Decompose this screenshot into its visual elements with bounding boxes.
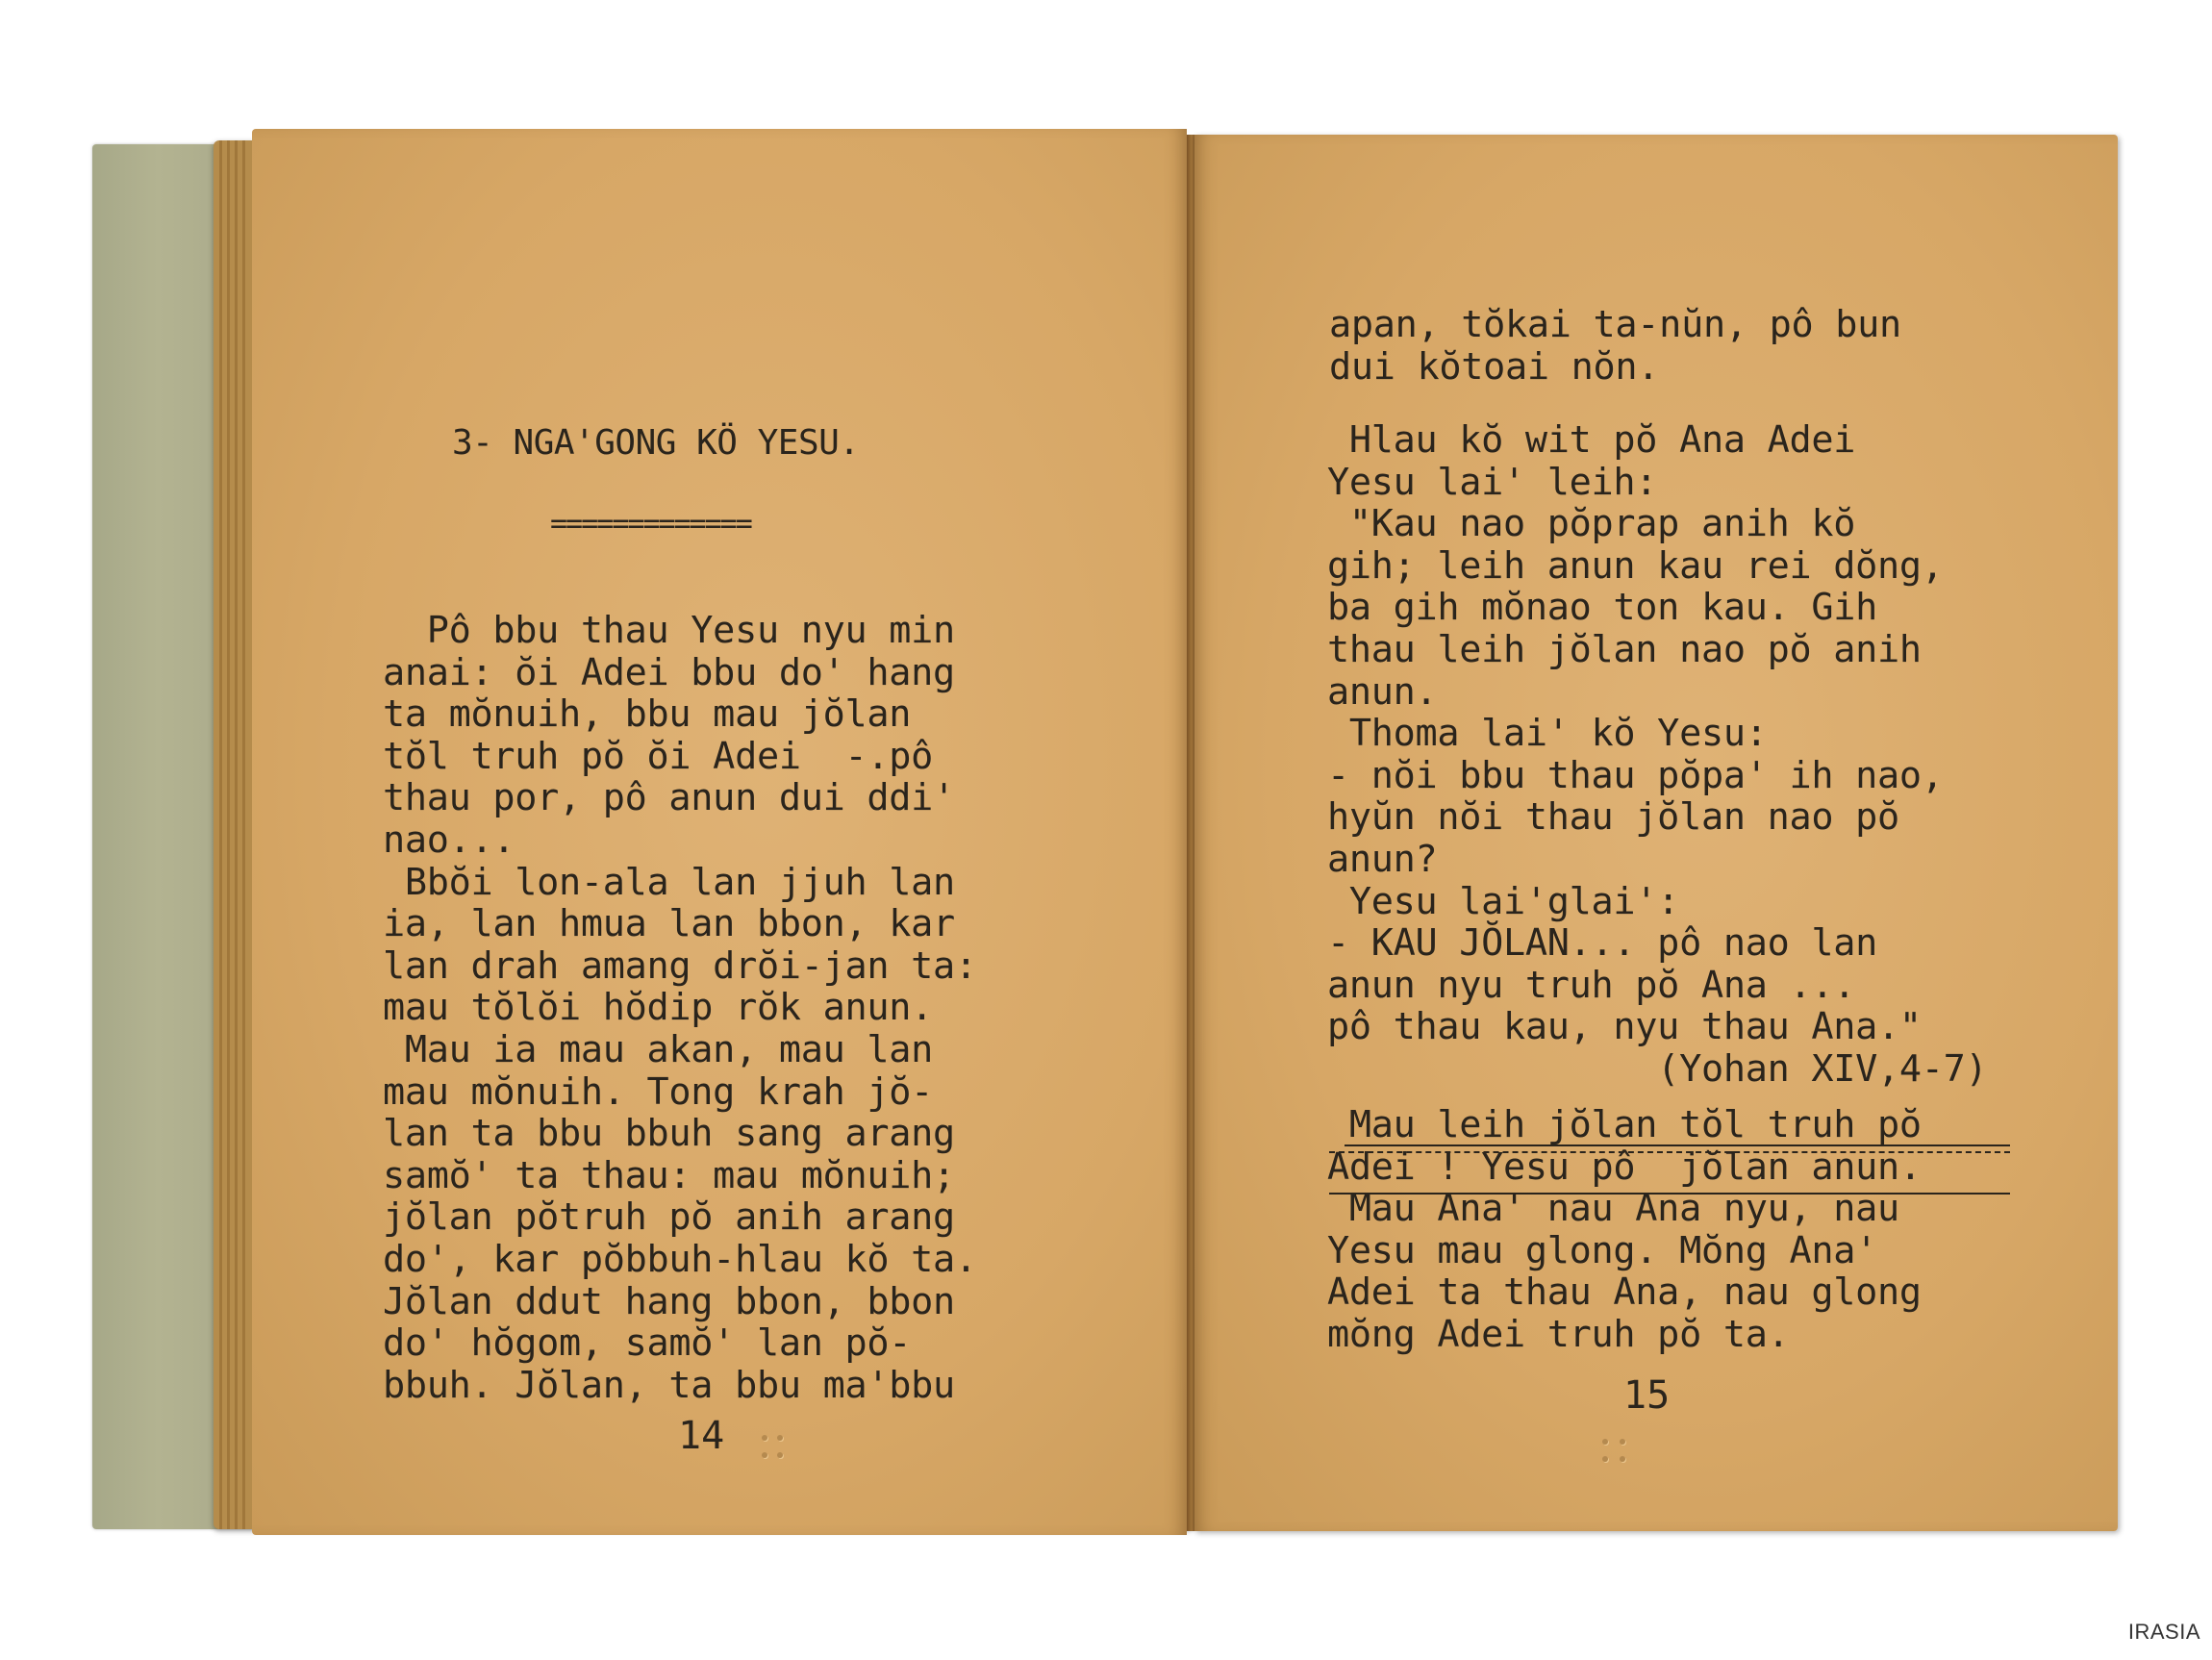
heading-rule: ============= — [550, 507, 751, 541]
text-line: hyŭn nŏi thau jŏlan nao pŏ — [1327, 795, 1899, 840]
text-line: nao... — [383, 817, 515, 862]
text-line: Bbŏi lon-ala lan jjuh lan — [383, 860, 955, 904]
text-line: anai: ŏi Adei bbu do' hang — [383, 650, 955, 694]
emboss-dot — [1602, 1456, 1608, 1462]
text-line: "Kau nao pŏprap anih kŏ — [1327, 502, 1856, 546]
text-line: - KAU JŎLAN... pô nao lan — [1327, 921, 1877, 966]
text-line: pô thau kau, nyu thau Ana." — [1327, 1005, 1922, 1049]
text-line: apan, tŏkai ta-nŭn, pô bun — [1329, 303, 1901, 346]
text-line: Adei ta thau Ana, nau glong — [1327, 1270, 1922, 1315]
page-number-left: 14 — [678, 1414, 725, 1458]
emboss-dot — [762, 1435, 767, 1441]
page-edge — [235, 140, 238, 1529]
text-line: Yesu lai' leih: — [1327, 460, 1658, 504]
text-line: (Yohan XIV,4-7) — [1327, 1046, 1988, 1091]
left-page-body — [383, 610, 977, 1406]
text-line: - nŏi bbu thau pŏpa' ih nao, — [1327, 753, 1944, 797]
chapter-heading: 3- NGA'GONG KÖ YESU. — [452, 423, 860, 463]
text-line: mau mŏnuih. Tong krah jŏ- — [383, 1069, 933, 1114]
emboss-dot — [1620, 1456, 1625, 1462]
emboss-dot — [777, 1435, 783, 1441]
text-line: Adei ! Yesu pô jŏlan anun. — [1327, 1144, 1922, 1189]
text-line: Yesu lai'glai': — [1327, 879, 1680, 923]
text-line: mŏng Adei truh pŏ ta. — [1327, 1312, 1790, 1356]
text-line: Mau ia mau akan, mau lan — [383, 1027, 933, 1071]
text-line: ia, lan hmua lan bbon, kar — [383, 902, 955, 946]
irasia-watermark: IRASIA — [2127, 1620, 2200, 1644]
text-line: anun? — [1327, 837, 1438, 881]
text-line: ba gih mŏnao ton kau. Gih — [1327, 586, 1877, 630]
text-line: mau tŏlŏi hŏdip rŏk anun. — [383, 986, 933, 1030]
text-line: thau leih jŏlan nao pŏ anih — [1327, 627, 1922, 671]
page-edge — [219, 140, 222, 1529]
text-line: jŏlan pŏtruh pŏ anih arang — [383, 1195, 955, 1240]
emboss-dot — [777, 1452, 783, 1458]
text-line: thau por, pô anun dui ddi' — [383, 776, 955, 820]
text-line: Jŏlan ddut hang bbon, bbon — [383, 1279, 955, 1323]
text-line: anun. — [1327, 669, 1438, 714]
page-edge — [242, 140, 245, 1529]
text-line: Mau leih jŏlan tŏl truh pŏ — [1327, 1103, 1922, 1146]
emboss-dot — [1620, 1439, 1625, 1445]
text-line: Pô bbu thau Yesu nyu min — [383, 609, 955, 652]
text-line: Hlau kŏ wit pŏ Ana Adei — [1327, 418, 1856, 462]
text-line: lan drah amang drŏi-jan ta: — [383, 943, 977, 988]
text-line: do' hŏgom, samŏ' lan pŏ- — [383, 1321, 912, 1366]
text-line: Thoma lai' kŏ Yesu: — [1327, 712, 1768, 756]
right-page-top — [1329, 304, 1901, 388]
text-line: anun nyu truh pŏ Ana ... — [1327, 963, 1856, 1007]
page-number-right: 15 — [1623, 1373, 1671, 1418]
text-line: do', kar pŏbbuh-hlau kŏ ta. — [383, 1237, 977, 1281]
emboss-dot — [1602, 1439, 1608, 1445]
right-page-note — [1327, 1104, 1922, 1356]
text-line: bbuh. Jŏlan, ta bbu ma'bbu — [383, 1363, 955, 1407]
text-line: tŏl truh pŏ ŏi Adei -.pô — [383, 734, 933, 778]
text-line: gih; leih anun kau rei dŏng, — [1327, 543, 1944, 588]
text-line: Yesu mau glong. Mŏng Ana' — [1327, 1228, 1877, 1272]
text-line: Mau Ana' nau Ana nyu, nau — [1327, 1187, 1899, 1231]
page-edge — [227, 140, 230, 1529]
text-line: samŏ' ta thau: mau mŏnuih; — [383, 1153, 955, 1197]
text-line: dui kŏtoai nŏn. — [1329, 344, 1660, 389]
text-line: lan ta bbu bbuh sang arang — [383, 1112, 955, 1156]
text-line: ta mŏnuih, bbu mau jŏlan — [383, 692, 912, 737]
right-page-body — [1327, 419, 1987, 1091]
emboss-dot — [762, 1452, 767, 1458]
